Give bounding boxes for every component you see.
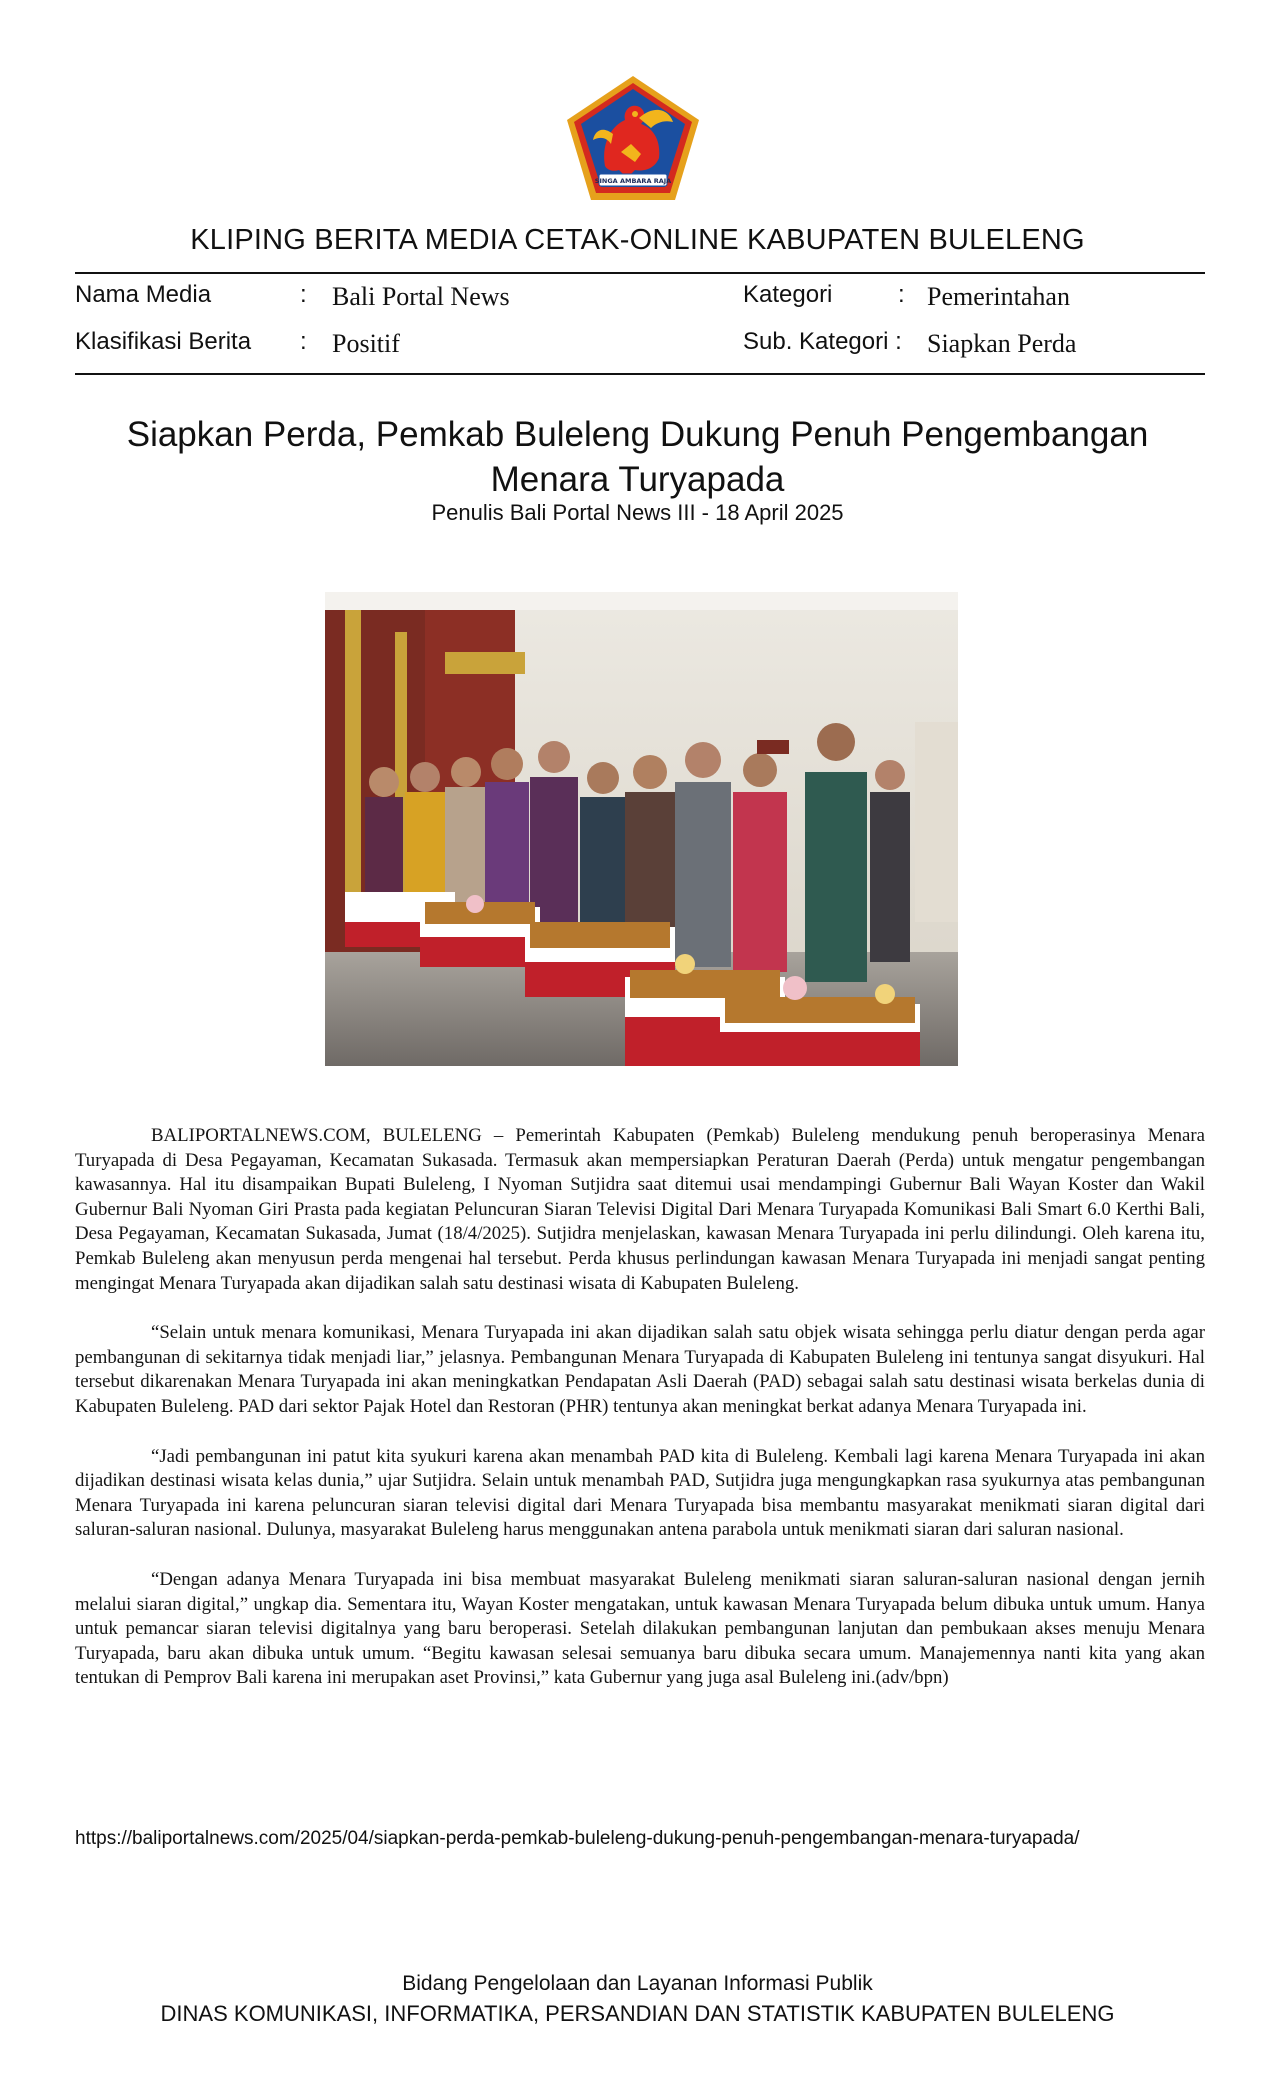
nama-media-label: Nama Media xyxy=(75,281,212,308)
klasifikasi-berita-value: Positif xyxy=(332,329,400,358)
article-source-url: https://baliportalnews.com/2025/04/siapkan-perda-pemkab-buleleng-dukung-penuh-pengembangan-menara-turyapada/ xyxy=(75,1828,1080,1849)
article-photo xyxy=(325,592,958,1066)
article-byline: Penulis Bali Portal News III - 18 April 2025 xyxy=(431,500,844,525)
kategori-value: Pemerintahan xyxy=(927,282,1070,311)
sub-kategori-label: Sub. Kategori : xyxy=(743,328,902,355)
article-paragraph-1: BALIPORTALNEWS.COM, BULELENG – Pemerintah Kabupaten (Pemkab) Buleleng mendukung penuh beroperasinya Menara Turyapada di Desa Pegayaman, Kecamatan Sukasada. Termasuk akan mempersiapkan Peraturan Daerah (Perda) untuk mengatur pengembangan kawasannya. Hal itu disampaikan Bupati Buleleng, I Nyoman Sutjidra saat ditemui usai mendampingi Gubernur Bali Wayan Koster dan Wakil Gubernur Bali Nyoman Giri Prasta pada kegiatan Peluncuran Siaran Televisi Digital Dari Menara Turyapada Komunikasi Bali Smart 6.0 Kerthi Bali, Desa Pegayaman, Kecamatan Sukasada, Jumat (18/4/2025). Sutjidra menjelaskan, kawasan Menara Turyapada ini perlu dilindungi. Oleh karena itu, Pemkab Buleleng akan menyusun perda mengenai hal tersebut. Perda khusus perlindungan kawasan Menara Turyapada ini menjadi sangat penting mengingat Menara Turyapada akan dijadikan salah satu destinasi wisata di Kabupaten Buleleng. xyxy=(75,1125,1205,1294)
article-paragraph-4: “Dengan adanya Menara Turyapada ini bisa membuat masyarakat Buleleng menikmati siaran saluran-saluran nasional dengan jernih melalui siaran digital,” ungkap dia. Sementara itu, Wayan Koster mengatakan, untuk kawasan Menara Turyapada belum dibuka untuk umum. Hanya untuk pemancar siaran televisi digitalnya yang baru beroperasi. Setelah dilakukan pembangunan lanjutan dan pembukaan akses menuju Menara Turyapada, baru akan dibuka untuk umum. “Begitu kawasan selesai semuanya baru dibuka secara umum. Manajemennya nanti kita yang akan tentukan di Pemprov Bali karena ini merupakan aset Provinsi,” kata Gubernur yang juga asal Buleleng ini.(adv/bpn) xyxy=(75,1568,1205,1689)
article-title: Siapkan Perda, Pemkab Buleleng Dukung Penuh Pengembangan Menara Turyapada xyxy=(126,415,1149,499)
clipping-header-title: KLIPING BERITA MEDIA CETAK-ONLINE KABUPATEN BULELENG xyxy=(190,224,1085,256)
kategori-separator: : xyxy=(898,281,905,308)
kategori-label: Kategori xyxy=(743,281,833,308)
footer-agency: DINAS KOMUNIKASI, INFORMATIKA, PERSANDIAN DAN STATISTIK KABUPATEN BULELENG xyxy=(160,2001,1115,2026)
header-divider-top xyxy=(75,272,1205,274)
article-paragraph-2: “Selain untuk menara komunikasi, Menara Turyapada ini akan dijadikan salah satu objek wisata sehingga perlu diatur dengan perda agar pembangunan di sekitarnya tidak menjadi liar,” jelasnya. Pembangunan Menara Turyapada di Kabupaten Buleleng ini tentunya sangat disyukuri. Hal tersebut dikarenakan Menara Turyapada ini akan meningkatkan Pendapatan Asli Daerah (PAD) sebagai salah satu destinasi wisata berkelas dunia di Kabupaten Buleleng. PAD dari sektor Pajak Hotel dan Restoran (PHR) tentunya akan meningkat berkat adanya Menara Turyapada ini. xyxy=(75,1322,1205,1417)
nama-media-separator: : xyxy=(300,281,307,308)
footer-department: Bidang Pengelolaan dan Layanan Informasi Publik xyxy=(402,1972,873,1995)
klasifikasi-separator: : xyxy=(300,328,307,355)
logo-motto-text: SINGA AMBARA RAJA xyxy=(594,177,672,185)
header-divider-bottom xyxy=(75,373,1205,375)
article-body xyxy=(75,1124,1205,1716)
nama-media-value: Bali Portal News xyxy=(332,282,510,311)
klasifikasi-berita-label: Klasifikasi Berita xyxy=(75,328,252,355)
article-paragraph-3: “Jadi pembangunan ini patut kita syukuri karena akan menambah PAD kita di Buleleng. Kembali lagi karena Menara Turyapada ini akan dijadikan destinasi wisata kelas dunia,” ujar Sutjidra. Selain untuk menambah PAD, Sutjidra juga mengungkapkan rasa syukurnya atas pembangunan Menara Turyapada ini karena peluncuran siaran televisi digital dari Menara Turyapada bisa membantu masyarakat menikmati siaran digital dari saluran-saluran nasional. Dulunya, masyarakat Buleleng harus menggunakan antena parabola untuk menikmati siaran dari saluran nasional. xyxy=(75,1445,1205,1541)
sub-kategori-value: Siapkan Perda xyxy=(927,329,1077,358)
buleleng-emblem-logo xyxy=(565,74,701,202)
